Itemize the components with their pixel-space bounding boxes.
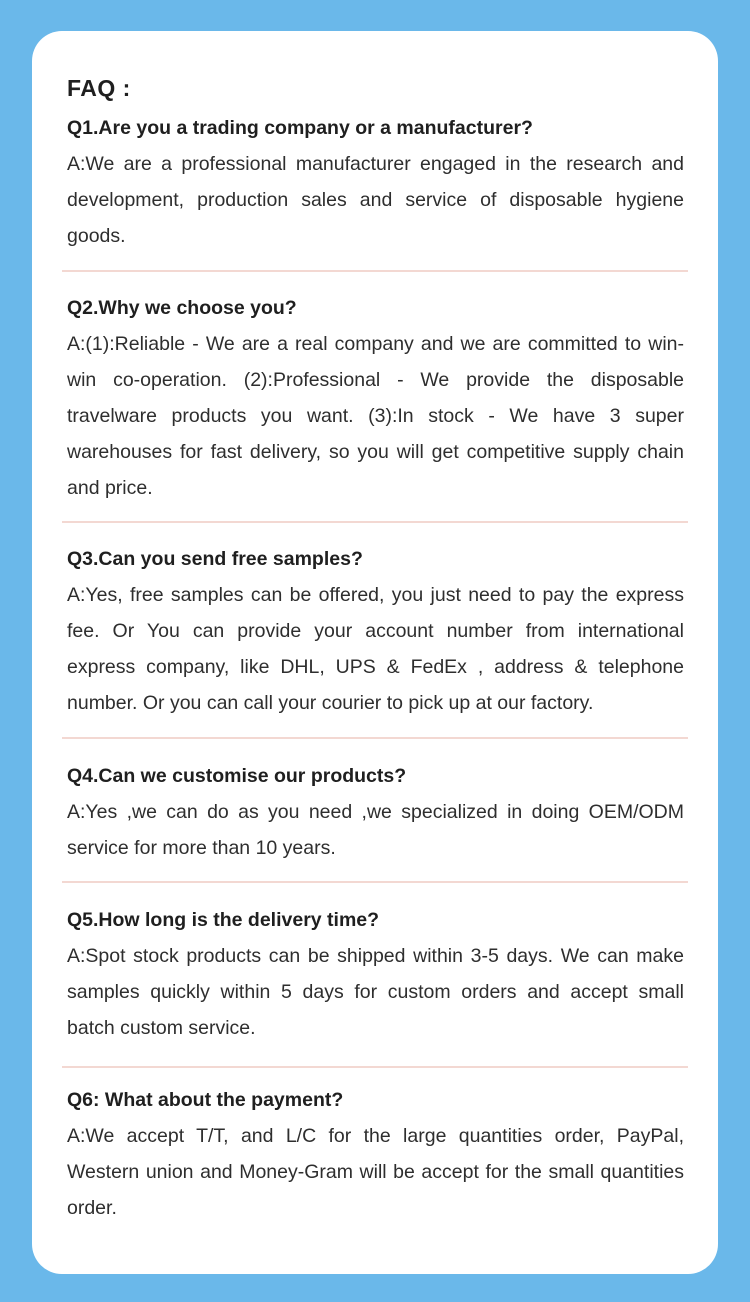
faq-question: Q4.Can we customise our products? <box>67 765 407 787</box>
faq-item <box>67 1082 684 1226</box>
faq-answer: A:(1):Reliable - We are a real company and we are committed to win-win co-operation. (2):Professional - We provide the disposable travelware products you want. (3):In stock - We have 3 super warehouses for fast delivery, so you will get competitive supply chain and price. <box>67 333 684 499</box>
faq-answer: A:We are a professional manufacturer engaged in the research and development, production sales and service of disposable hygiene goods. <box>67 153 684 247</box>
divider <box>62 270 688 272</box>
faq-item <box>67 758 684 866</box>
faq-item <box>67 902 684 1046</box>
faq-answer: A:Yes ,we can do as you need ,we specialized in doing OEM/ODM service for more than 10 years. <box>67 801 684 859</box>
faq-answer: A:We accept T/T, and L/C for the large quantities order, PayPal, Western union and Money-Gram will be accept for the small quantities order. <box>67 1125 684 1219</box>
faq-question: Q5.How long is the delivery time? <box>67 909 380 931</box>
faq-card <box>32 31 718 1274</box>
faq-answer: A:Spot stock products can be shipped within 3-5 days. We can make samples quickly within 5 days for custom orders and accept small batch custom service. <box>67 945 684 1039</box>
faq-item <box>67 541 684 721</box>
faq-question: Q1.Are you a trading company or a manufacturer? <box>67 117 533 139</box>
faq-item <box>67 290 684 506</box>
faq-question: Q2.Why we choose you? <box>67 297 297 319</box>
divider <box>62 737 688 739</box>
faq-answer: A:Yes, free samples can be offered, you just need to pay the express fee. Or You can provide your account number from international express company, like DHL, UPS & FedEx , address & telephone number. Or you can call your courier to pick up at our factory. <box>67 584 684 714</box>
divider <box>62 881 688 883</box>
divider <box>62 1066 688 1068</box>
faq-question: Q3.Can you send free samples? <box>67 548 363 570</box>
faq-title: FAQ : <box>67 75 131 101</box>
faq-item <box>67 110 684 254</box>
divider <box>62 521 688 523</box>
faq-question: Q6: What about the payment? <box>67 1089 344 1111</box>
